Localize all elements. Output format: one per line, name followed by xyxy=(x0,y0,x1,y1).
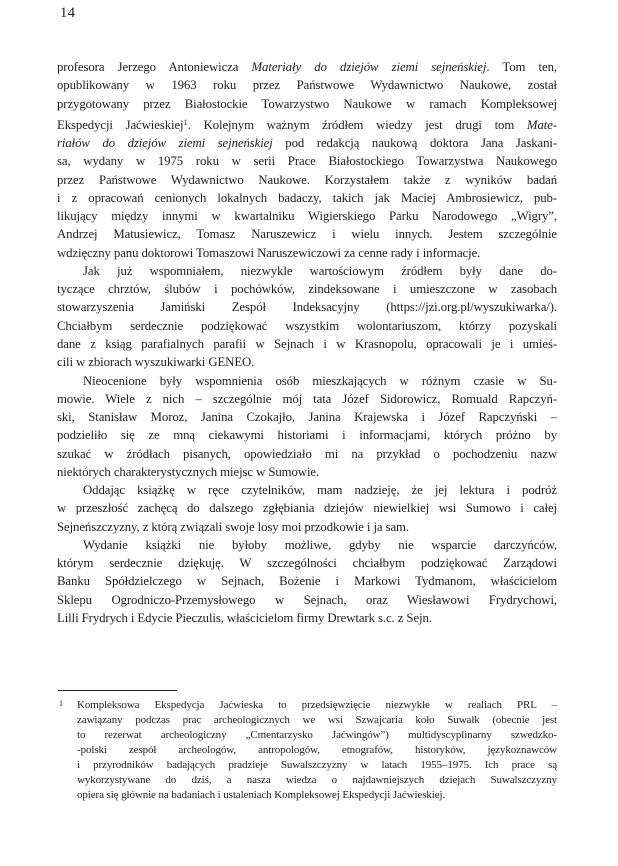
text-line xyxy=(57,445,557,463)
text-segment: ski, Stanisław Moroz, Janina Czokajło, Janina Krajewska i Józef Rapczyński – xyxy=(57,410,557,425)
footnote-separator xyxy=(58,690,177,691)
text-line xyxy=(57,171,557,189)
text-segment: opublikowany w 1963 roku przez Państwowe Wydawnictwo Naukowe, został xyxy=(57,78,557,93)
footnote-line: Kompleksowa Ekspedycja Jaćwieska to przedsięwzięcie niezwykłe w realiach PRL – xyxy=(77,699,557,711)
text-segment: wdzięczny panu doktorowi Tomaszowi Naruszewiczowi za cenne rady i informacje. xyxy=(57,245,481,260)
text-line xyxy=(57,372,557,390)
text-segment: Materiały do dziejów ziemi sejneńskiej xyxy=(251,60,487,74)
text-segment: stowarzyszenia Jamiński Zespół Indeksacyjny (https://jzi.org.pl/wyszukiwarka/). xyxy=(57,300,557,315)
text-segment: cili w zbiorach wyszukiwarki GENEO. xyxy=(57,355,255,370)
text-line xyxy=(57,591,557,609)
text-line xyxy=(57,134,557,152)
text-line xyxy=(57,76,557,94)
text-segment: Chciałbym serdecznie podziękować wszystkim wolontariuszom, którzy pozyskali xyxy=(57,318,557,333)
footnote-marker: 1 xyxy=(59,699,63,708)
text-line xyxy=(57,225,557,243)
text-line xyxy=(57,572,557,590)
footnote-line: opiera się głównie na badaniach i ustaleniach Kompleksowej Ekspedycji Jaćwieskiej. xyxy=(77,789,446,801)
text-segment: w przeszłość zachęcą do dalszego zgłębiania dziejów niewielkiej wsi Sumowo i całej xyxy=(57,501,557,516)
text-segment: pod redakcją naukową doktora Jana Jaskani- xyxy=(272,136,557,151)
text-segment: Wydanie książki nie byłoby możliwe, gdyby nie wsparcie darczyńców, xyxy=(83,537,557,552)
text-segment: likujący między innymi w kwartalniku Wigierskiego Parku Narodowego „Wigry”, xyxy=(57,209,557,224)
text-segment: Sklepu Ogrodniczo-Przemysłowego w Sejnach, oraz Wiesławowi Frydrychowi, xyxy=(57,592,557,607)
text-line xyxy=(57,408,557,426)
page-number: 14 xyxy=(60,5,76,21)
text-line xyxy=(57,317,557,335)
text-line xyxy=(57,426,557,444)
text-segment: którym serdecznie dziękuję. W szczególności chciałbym podziękować Zarządowi xyxy=(57,556,557,571)
text-line xyxy=(57,152,557,170)
text-segment: tyczące chrztów, ślubów i pochówków, zindeksowane i umieszczone w zasobach xyxy=(57,282,557,297)
text-segment: sa, wydany w 1975 roku w serii Prace Białostockiego Towarzystwa Naukowego xyxy=(57,154,557,169)
text-segment: podzieliło się ze mną ciekawymi historiami i informacjami, których próżno by xyxy=(57,428,557,443)
text-segment: Sejneńszczyzny, z którą związali swoje losy moi przodkowie i ja sam. xyxy=(57,519,409,534)
text-segment: Mate- xyxy=(526,117,557,132)
text-line xyxy=(57,390,557,408)
text-segment: . Kolejnym ważnym źródłem wiedzy jest drugi tom xyxy=(187,117,527,132)
text-segment: riałów do dziejów ziemi sejneńskiej xyxy=(57,136,273,151)
text-line xyxy=(57,335,557,353)
footnote xyxy=(57,698,557,803)
footnote-line: -polski zespół archeologów, antropologów, etnografów, historyków, językoznawców xyxy=(77,744,557,756)
text-line xyxy=(57,518,557,536)
text-line xyxy=(57,262,557,280)
text-line xyxy=(57,207,557,225)
text-line xyxy=(57,244,557,262)
footnote-line: wykorzystywane do dziś, a nasza wiedza o najdawniejszych dziejach Suwalszczyzny xyxy=(77,774,557,786)
footnote-text xyxy=(77,698,557,803)
text-segment: dane z ksiąg parafialnych parafii w Sejnach i w Krasnopolu, opracowali je i umieś- xyxy=(57,336,557,351)
text-line xyxy=(57,353,557,371)
text-segment: przez Państwowe Wydawnictwo Naukowe. Korzystałem także z wyników badań xyxy=(57,172,557,187)
text-segment: mowie. Wiele z nich – szczególnie mój tata Józef Sidorowicz, Romuald Rapczyń- xyxy=(57,391,557,406)
text-segment: Ekspedycji Jaćwieskiej xyxy=(57,117,184,132)
text-segment: szukać w źródłach pisanych, opowiedziało mi na przykład o pochodzeniu nazw xyxy=(57,446,557,461)
text-line xyxy=(57,554,557,572)
body-text xyxy=(57,58,557,627)
text-line xyxy=(57,95,557,113)
text-segment: . Tom ten, xyxy=(486,60,557,74)
footnote-reference: 1 xyxy=(183,116,188,127)
text-segment: Jak już wspomniałem, niezwykle wartościowym źródłem były dane do- xyxy=(83,263,557,278)
text-segment: Andrzej Matusiewicz, Tomasz Naruszewicz i wielu innych. Jestem szczególnie xyxy=(57,227,557,242)
text-line xyxy=(57,609,557,627)
footnote-line: zawiązany podczas prac archeologicznych we wsi Szwajcaria koło Suwałk (obecnie jest xyxy=(77,714,557,726)
text-segment: Nieocenione były wspomnienia osób mieszkających w różnym czasie w Su- xyxy=(83,373,557,388)
text-line xyxy=(57,536,557,554)
text-segment: Banku Spółdzielczego w Sejnach, Bożenie i Markowi Tydmanom, właścicielom xyxy=(57,574,557,589)
text-line xyxy=(57,298,557,316)
text-line xyxy=(57,481,557,499)
text-line xyxy=(57,189,557,207)
footnote-line: to rezerwat archeologiczny „Cmentarzysko Jaćwingów”) multidyscyplinarny szwedzko- xyxy=(77,729,557,741)
text-segment: Oddając książkę w ręce czytelników, mam nadzieję, że jej lektura i podróż xyxy=(83,483,557,498)
text-line xyxy=(57,499,557,517)
text-segment: niektórych charakterystycznych miejsc w Sumowie. xyxy=(57,464,320,479)
text-line xyxy=(57,113,557,134)
text-segment: profesora Jerzego Antoniewicza xyxy=(57,60,252,74)
text-segment: i z opracowań cenionych lokalnych badaczy, takich jak Maciej Ambrosiewicz, pub- xyxy=(57,190,557,205)
text-segment: przygotowany przez Białostockie Towarzystwo Naukowe w ramach Kompleksowej xyxy=(57,96,557,111)
footnote-line: i przyrodników badających pradzieje Suwalszczyzny w latach 1955–1975. Ich prace są xyxy=(77,759,557,771)
text-line xyxy=(57,58,557,76)
text-segment: Lilli Frydrych i Edycie Pieczulis, właścicielom firmy Drewtark s.c. z Sejn. xyxy=(57,610,432,625)
text-line xyxy=(57,280,557,298)
text-line xyxy=(57,463,557,481)
